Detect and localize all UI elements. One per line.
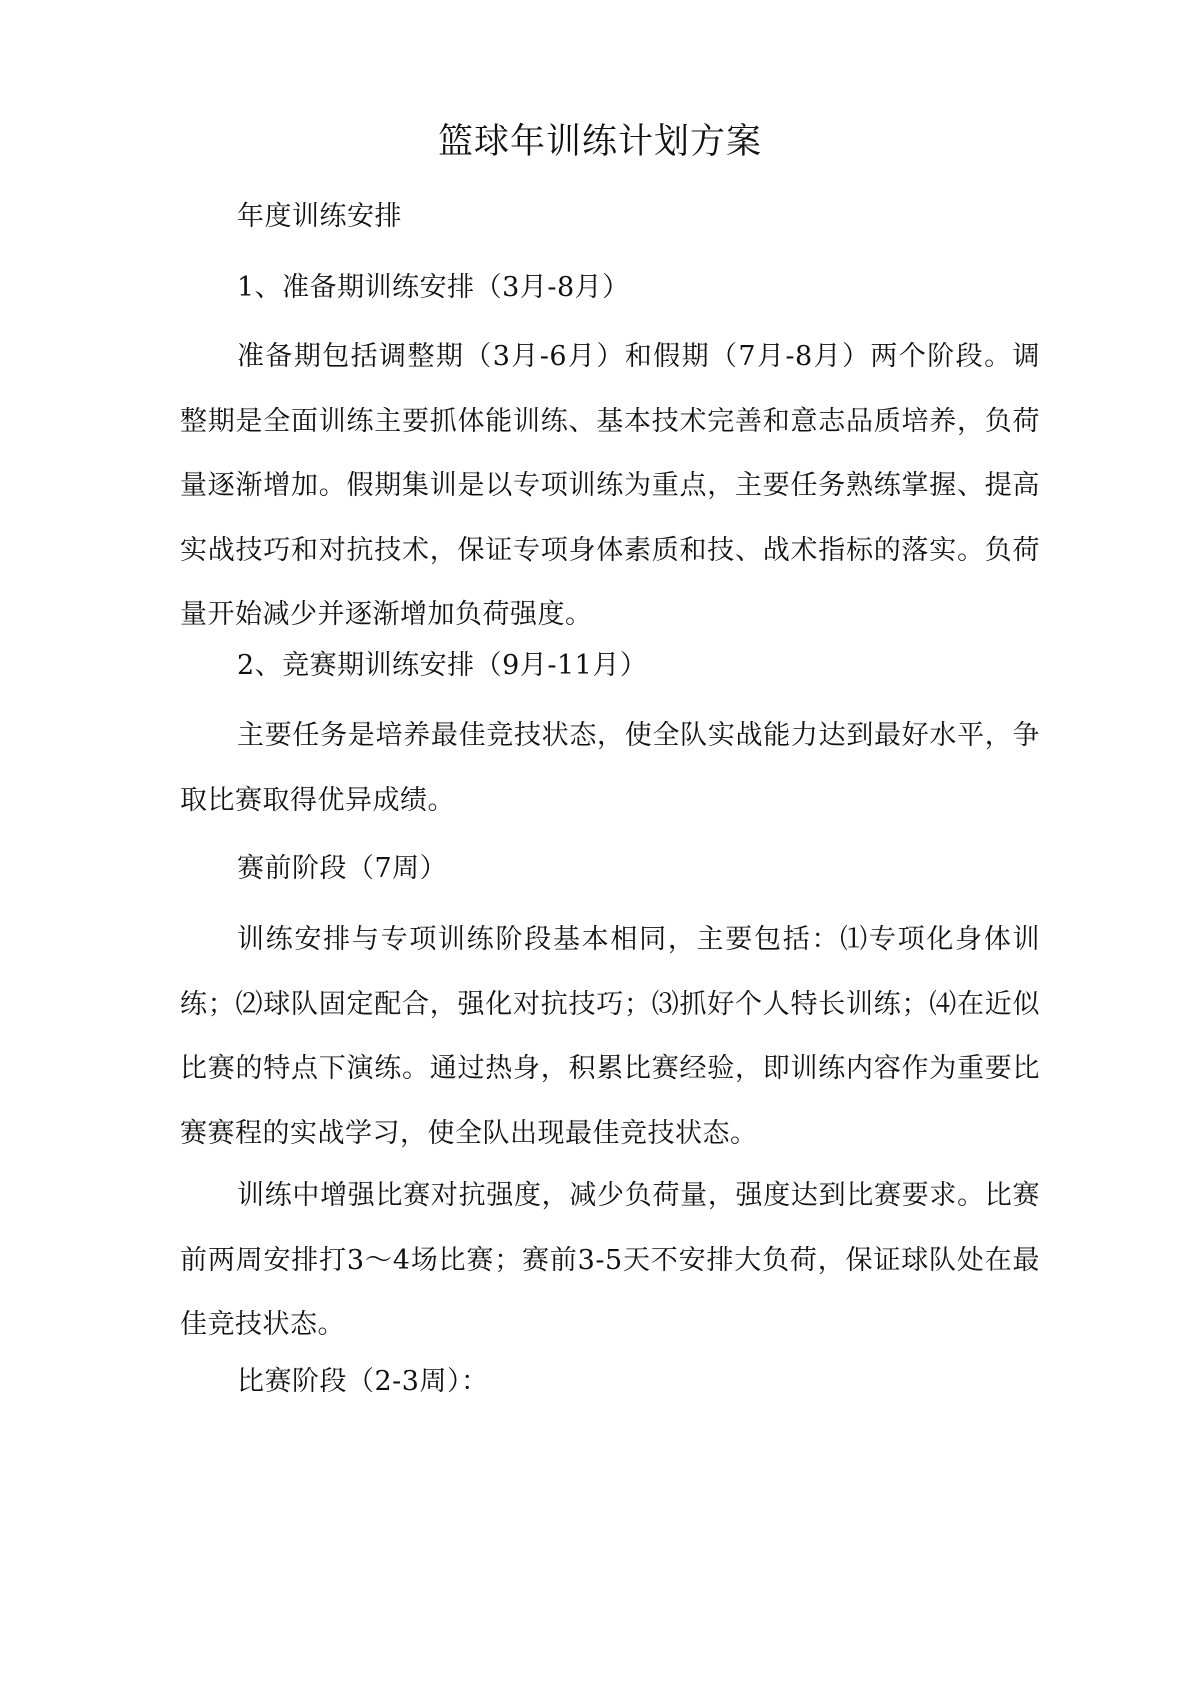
paragraph-pre-match-stage-2: 训练中增强比赛对抗强度，减少负荷量，强度达到比赛要求。比赛前两周安排打3〜4场比赛；赛前3-5天不安排大负荷，保证球队处在最佳竞技状态。	[180, 1180, 1040, 1340]
document-title: 篮球年训练计划方案	[437, 122, 762, 162]
paragraph-competition-period: 主要任务是培养最佳竞技状态，使全队实战能力达到最好水平，争取比赛取得优异成绩。	[180, 720, 1040, 816]
paragraph-pre-match-stage-1: 训练安排与专项训练阶段基本相同，主要包括：⑴专项化身体训练；⑵球队固定配合，强化对抗技巧；⑶抓好个人特长训练；⑷在近似比赛的特点下演练。通过热身，积累比赛经验，即训练内容作为重要比赛赛程的实战学习，使全队出现最佳竞技状态。	[180, 924, 1040, 1149]
heading-match-stage: 比赛阶段（2-3周）：	[237, 1366, 489, 1397]
heading-competition-period: 2、竞赛期训练安排（9月-11月）	[237, 650, 648, 681]
section-heading-annual-plan: 年度训练安排	[237, 201, 402, 232]
heading-prep-period: 1、准备期训练安排（3月-8月）	[237, 272, 630, 303]
heading-pre-match-stage: 赛前阶段（7周）	[237, 853, 448, 884]
paragraph-prep-period: 准备期包括调整期（3月-6月）和假期（7月-8月）两个阶段。调整期是全面训练主要抓体能训练、基本技术完善和意志品质培养，负荷量逐渐增加。假期集训是以专项训练为重点，主要任务熟练掌握、提高实战技巧和对抗技术，保证专项身体素质和技、战术指标的落实。负荷量开始减少并逐渐增加负荷强度。	[180, 341, 1040, 630]
